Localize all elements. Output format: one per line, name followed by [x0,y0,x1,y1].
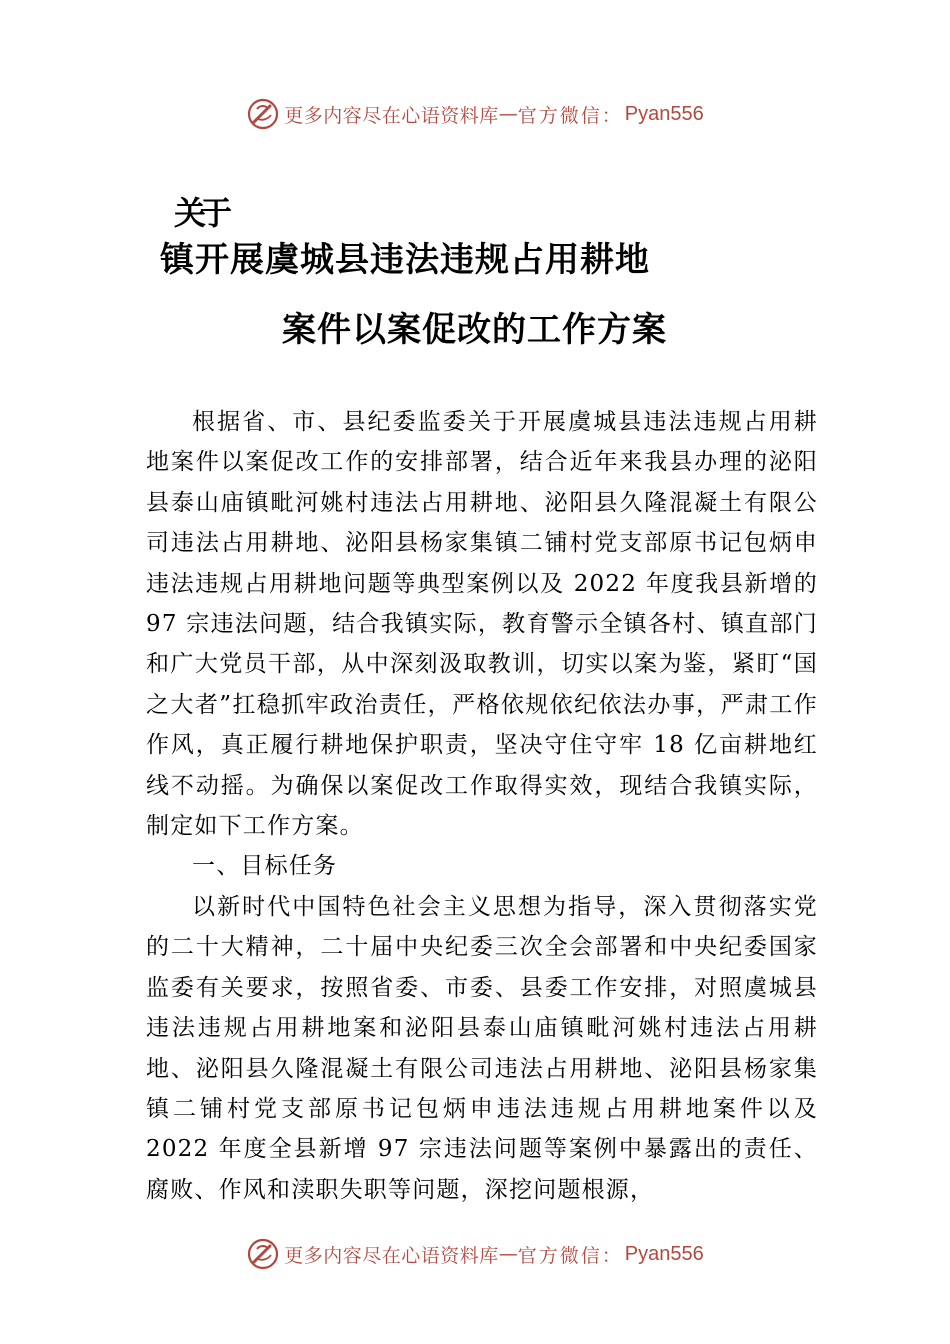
paragraph-goals: 以新时代中国特色社会主义思想为指导，深入贯彻落实党的二十大精神，二十届中央纪委三次全会部署和中央纪委国家监委有关要求，按照省委、市委、县委工作安排，对照虞城县违法违规占用耕地案和泌阳县泰山庙镇毗河姚村违法占用耕地、泌阳县久隆混凝土有限公司违法占用耕地、泌阳县杨家集镇二铺村党支部原书记包炳申违法违规占用耕地案件以及 2022 年度全县新增 97 宗违法问题等案例中暴露出的责任、腐败、作风和渎职失职等问题，深挖问题根源， [146,893,818,1203]
document-title-line-1: 镇开展虞城县违法违规占用耕地 [160,240,650,280]
section-heading-goals: 一、目标任务 [192,853,338,880]
banner-text: 更多内容尽在心语资料库 [284,104,499,127]
title-prefix: 关于 [174,194,227,232]
brush-logo-icon [246,1237,280,1271]
banner-dash: — [498,1243,518,1265]
document-body [146,402,818,1210]
banner-official-label: 官方微信： [517,1244,623,1267]
banner-official-label: 官方微信： [517,104,623,127]
banner-text: 更多内容尽在心语资料库 [284,1244,499,1267]
banner-dash: — [498,103,518,125]
brush-logo-icon [246,97,280,131]
banner-wechat-id: Pyan556 [624,1242,704,1265]
document-title-line-2: 案件以案促改的工作方案 [282,310,667,350]
footer-banner [0,1234,950,1274]
banner-wechat-id: Pyan556 [624,102,704,125]
header-banner [0,94,950,134]
paragraph-intro: 根据省、市、县纪委监委关于开展虞城县违法违规占用耕地案件以案促改工作的安排部署，结合近年来我县办理的泌阳县泰山庙镇毗河姚村违法占用耕地、泌阳县久隆混凝土有限公司违法占用耕地、泌阳县杨家集镇二铺村党支部原书记包炳申违法违规占用耕地问题等典型案例以及 2022 年度我县新增的 97 宗违法问题，结合我镇实际，教育警示全镇各村、镇直部门和广大党员干部，从中深刻汲取教训，切实以案为鉴，紧盯“国之大者”扛稳抓牢政治责任，严格依规依纪依法办事，严肃工作作风，真正履行耕地保护职责，坚决守住守牢 18 亿亩耕地红线不动摇。为确保以案促改工作取得实效，现结合我镇实际，制定如下工作方案。 [146,409,818,840]
